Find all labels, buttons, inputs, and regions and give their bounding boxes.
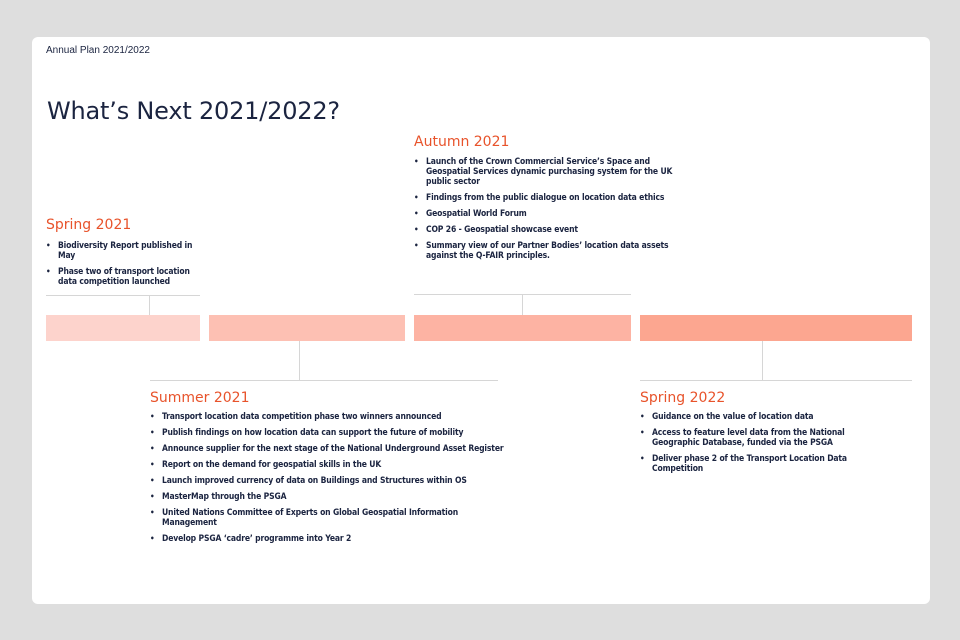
bullet-icon: •	[150, 428, 155, 437]
timeline-bar-spring-2022	[640, 315, 912, 341]
bullet-icon: •	[414, 241, 419, 250]
bullet-icon: •	[150, 412, 155, 421]
list-item-text: Deliver phase 2 of the Transport Location Data Competition	[652, 454, 847, 474]
summer-2021-heading: Summer 2021	[150, 390, 250, 406]
list-item	[150, 428, 510, 438]
autumn-2021-list	[414, 157, 686, 267]
list-item-text: Geospatial World Forum	[426, 209, 527, 219]
list-item-text: Launch improved currency of data on Buildings and Structures within OS	[162, 476, 467, 486]
spring-2021-connector-stem	[149, 295, 150, 315]
bullet-icon: •	[150, 460, 155, 469]
list-item-text: COP 26 - Geospatial showcase event	[426, 225, 578, 235]
list-item-text: Biodiversity Report published in May	[58, 241, 193, 261]
list-item-text: Report on the demand for geospatial skills in the UK	[162, 460, 382, 470]
list-item-text: Publish findings on how location data can support the future of mobility	[162, 428, 464, 438]
timeline-bar-spring-2021	[46, 315, 200, 341]
list-item-text: Develop PSGA ‘cadre’ programme into Year 2	[162, 534, 352, 544]
summer-2021-connector-stem	[299, 341, 300, 380]
bullet-icon: •	[150, 534, 155, 543]
list-item	[150, 460, 510, 470]
list-item	[640, 454, 892, 474]
bullet-icon: •	[150, 444, 155, 453]
bullet-icon: •	[414, 209, 419, 218]
list-item	[150, 508, 510, 528]
page-title: What’s Next 2021/2022?	[47, 97, 340, 125]
list-item-text: Transport location data competition phase two winners announced	[162, 412, 442, 422]
bullet-icon: •	[414, 225, 419, 234]
list-item-text: Summary view of our Partner Bodies’ location data assets against the Q-FAIR principles.	[426, 241, 669, 261]
bullet-icon: •	[414, 157, 419, 166]
bullet-icon: •	[640, 454, 645, 463]
spring-2021-connector-line	[46, 295, 200, 296]
list-item	[150, 444, 510, 454]
list-item	[414, 241, 686, 261]
list-item-text: MasterMap through the PSGA	[162, 492, 287, 502]
list-item-text: Launch of the Crown Commercial Service’s Space and Geospatial Services dynamic purchasing system for the UK public sector	[426, 157, 673, 187]
list-item	[414, 225, 686, 235]
bullet-icon: •	[640, 428, 645, 437]
list-item	[640, 412, 892, 422]
spring-2022-connector-line	[640, 380, 912, 381]
spring-2022-heading: Spring 2022	[640, 390, 726, 406]
spring-2021-heading: Spring 2021	[46, 217, 132, 233]
bullet-icon: •	[150, 508, 155, 517]
header-label: Annual Plan 2021/2022	[46, 45, 150, 56]
spring-2022-connector-stem	[762, 341, 763, 380]
timeline-bar-autumn-2021	[414, 315, 631, 341]
spring-2021-list	[46, 241, 206, 293]
list-item	[414, 193, 686, 203]
bullet-icon: •	[150, 476, 155, 485]
list-item	[414, 209, 686, 219]
timeline-bar-summer-2021	[209, 315, 405, 341]
list-item-text: United Nations Committee of Experts on Global Geospatial Information Management	[162, 508, 459, 528]
list-item	[150, 412, 510, 422]
list-item-text: Findings from the public dialogue on location data ethics	[426, 193, 665, 203]
autumn-2021-connector-stem	[522, 294, 523, 315]
list-item-text: Announce supplier for the next stage of the National Underground Asset Register	[162, 444, 504, 454]
bullet-icon: •	[150, 492, 155, 501]
list-item	[414, 157, 686, 187]
bullet-icon: •	[640, 412, 645, 421]
bullet-icon: •	[46, 267, 51, 276]
list-item	[150, 492, 510, 502]
summer-2021-list	[150, 412, 510, 550]
bullet-icon: •	[414, 193, 419, 202]
spring-2022-list	[640, 412, 892, 480]
list-item-text: Access to feature level data from the National Geographic Database, funded via the PSGA	[652, 428, 845, 448]
autumn-2021-heading: Autumn 2021	[414, 134, 510, 150]
list-item	[640, 428, 892, 448]
list-item	[150, 534, 510, 544]
list-item	[150, 476, 510, 486]
list-item-text: Phase two of transport location data competition launched	[58, 267, 190, 287]
list-item-text: Guidance on the value of location data	[652, 412, 814, 422]
bullet-icon: •	[46, 241, 51, 250]
summer-2021-connector-line	[150, 380, 498, 381]
list-item	[46, 241, 206, 261]
list-item	[46, 267, 206, 287]
